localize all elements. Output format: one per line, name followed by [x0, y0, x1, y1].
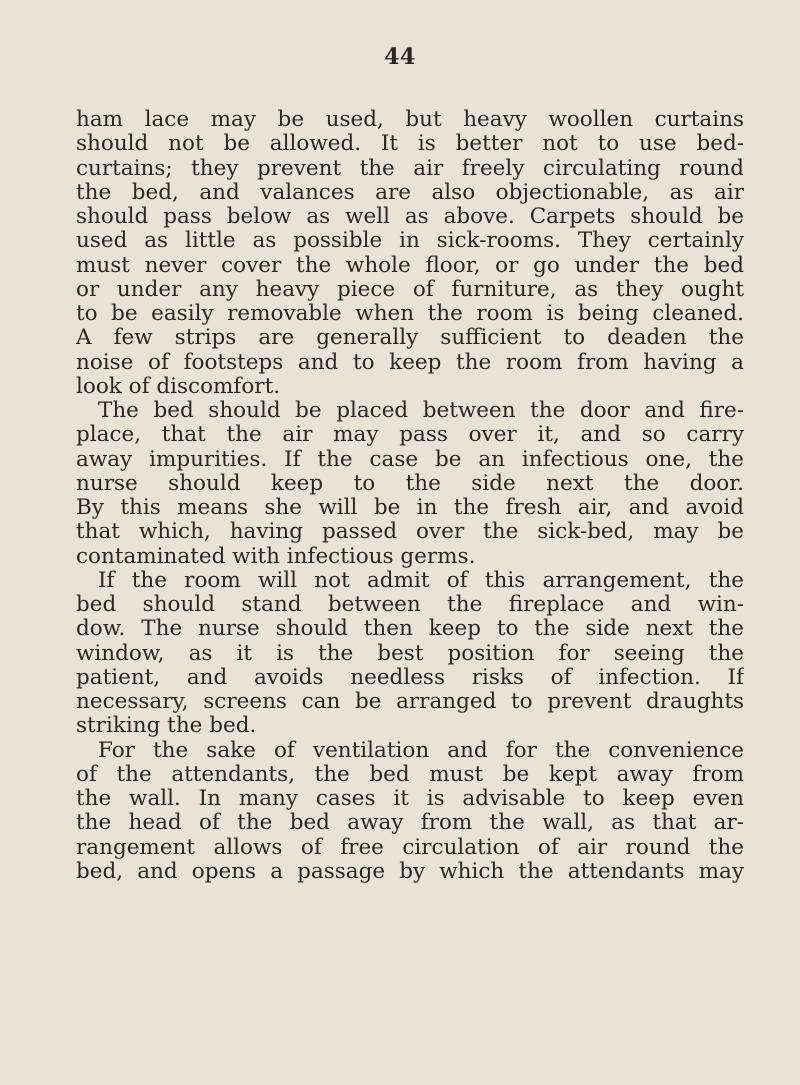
text-line: necessary, screens can be arranged to prevent draughts [76, 690, 744, 714]
text-line: place, that the air may pass over it, and so carry [76, 423, 744, 448]
text-line: noise of footsteps and to keep the room from having a [76, 350, 744, 375]
text-line: away impurities. If the case be an infectious one, the [76, 447, 744, 472]
text-line: to be easily removable when the room is being cleaned. [76, 302, 744, 326]
text-line: should not be allowed. It is better not to use bed- [76, 132, 744, 157]
text-line: rangement allows of free circulation of air round the [76, 835, 744, 860]
text-line: dow. The nurse should then keep to the side next the [76, 617, 744, 642]
text-line: If the room will not admit of this arrangement, the [98, 568, 744, 593]
text-line: should pass below as well as above. Carpets should be [76, 205, 744, 229]
body-text [76, 108, 744, 884]
text-line: ham lace may be used, but heavy woollen curtains [76, 108, 744, 132]
text-line: of the attendants, the bed must be kept away from [76, 762, 744, 787]
text-line: must never cover the whole floor, or go under the bed [76, 253, 744, 278]
text-line: look of discomfort. [76, 374, 281, 399]
text-line: that which, having passed over the sick-bed, may be [76, 520, 744, 545]
text-line: contaminated with infectious germs. [76, 544, 476, 569]
text-line: The bed should be placed between the door and fire- [98, 399, 744, 423]
text-line: the head of the bed away from the wall, as that ar- [76, 811, 744, 836]
text-line: or under any heavy piece of furniture, as they ought [76, 277, 744, 302]
text-line: the wall. In many cases it is advisable to keep even [76, 787, 744, 811]
text-line: window, as it is the best position for seeing the [76, 641, 744, 666]
text-line: curtains; they prevent the air freely circulating round [76, 156, 744, 181]
text-line: For the sake of ventilation and for the convenience [98, 738, 744, 763]
page-number: 44 [384, 44, 416, 70]
text-line: nurse should keep to the side next the door. [76, 471, 744, 496]
text-line: A few strips are generally sufficient to deaden the [76, 326, 744, 351]
text-line: bed, and opens a passage by which the attendants may [76, 859, 744, 884]
text-line: bed should stand between the fireplace and win- [76, 593, 744, 617]
text-line: used as little as possible in sick-rooms. They certainly [76, 229, 744, 254]
text-line: patient, and avoids needless risks of infection. If [76, 665, 744, 690]
text-line: By this means she will be in the fresh air, and avoid [76, 496, 744, 520]
text-line: the bed, and valances are also objectionable, as air [76, 180, 744, 205]
text-line: striking the bed. [76, 714, 257, 739]
